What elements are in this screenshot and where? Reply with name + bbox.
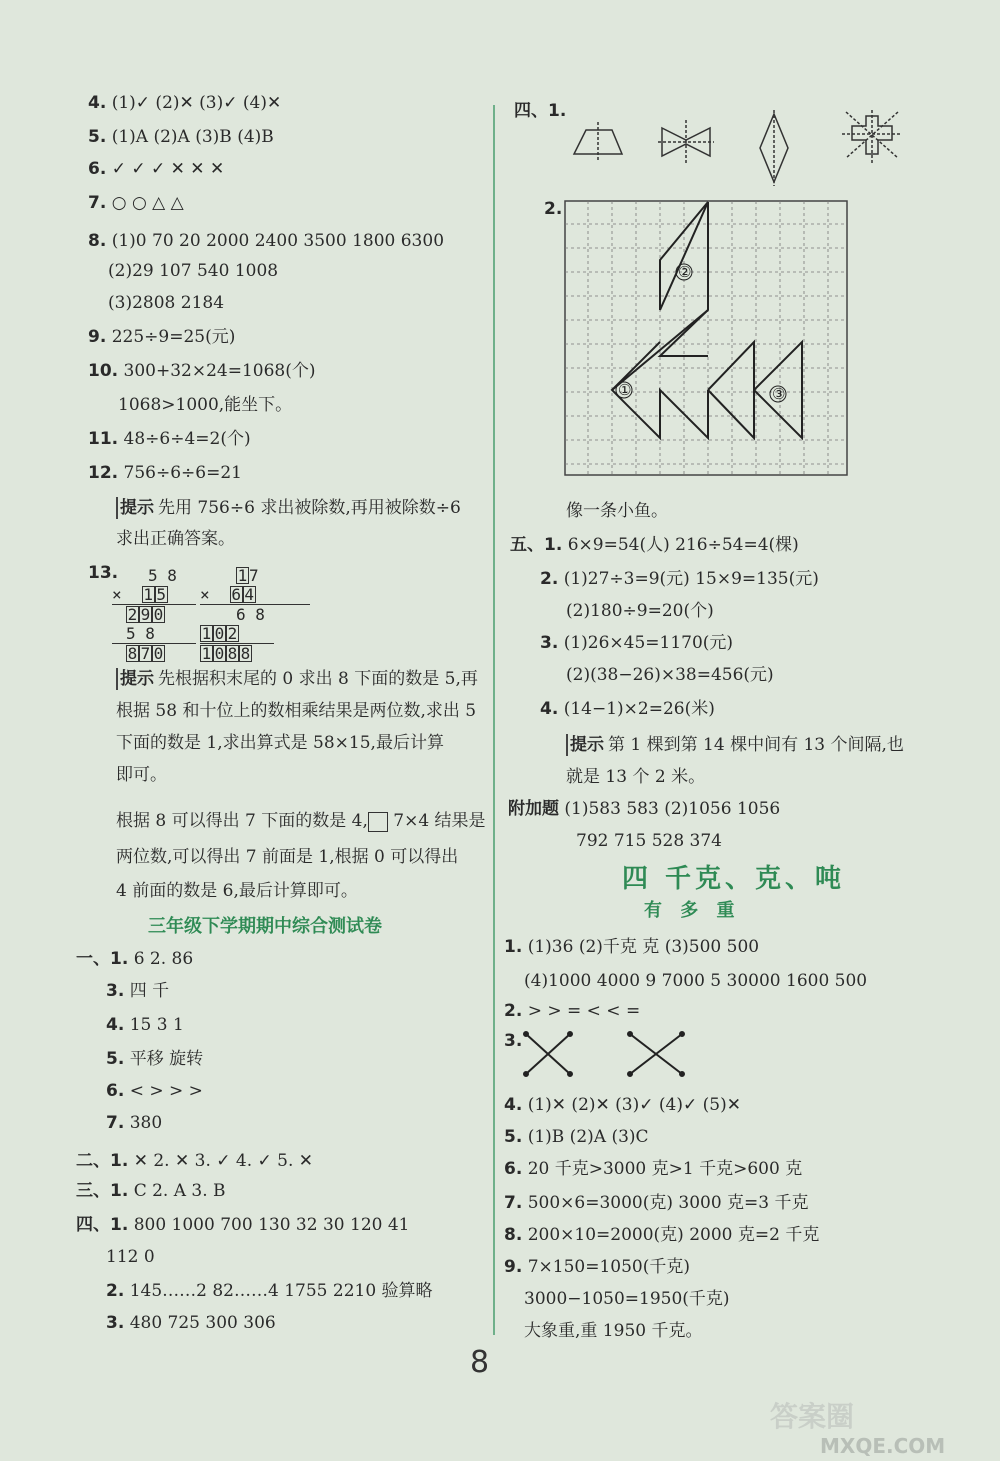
exam-line: 一、1. 6 2. 86	[76, 949, 194, 969]
answer-line: 6. ✓ ✓ ✓ ✕ ✕ ✕	[88, 159, 225, 179]
grid-label-1: ①	[618, 381, 632, 399]
answer-line: 6. 20 千克>3000 克>1 千克>600 克	[504, 1159, 803, 1179]
grid-label-2: ②	[678, 263, 692, 281]
explanation-paragraph: 根据 8 可以得出 7 下面的数是 4, 7×4 结果是	[116, 811, 486, 831]
answer-line: (4)1000 4000 9 7000 5 30000 1600 500	[524, 971, 868, 991]
answer-line: 8. (1)0 70 20 2000 2400 3500 1800 6300	[88, 231, 445, 251]
explanation-line2: 两位数,可以得出 7 前面是 1,根据 0 可以得出	[116, 847, 459, 867]
lesson-title: 有 多 重	[644, 900, 741, 921]
answer-line: (2)180÷9=20(个)	[566, 601, 714, 621]
answer-line: 2. > > = < < =	[504, 1001, 641, 1021]
exam-line: 四、1. 800 1000 700 130 32 30 120 41	[76, 1215, 410, 1235]
hint-12: 提示 先用 756÷6 求出被除数,再用被除数÷6	[116, 497, 461, 519]
answer-line: 9. 7×150=1050(千克)	[504, 1257, 690, 1277]
watermark-logo: 答案圈	[770, 1400, 855, 1433]
answer-line: 4. (1)✓ (2)✕ (3)✓ (4)✕	[88, 93, 282, 113]
hint-13: 提示 先根据积末尾的 0 求出 8 下面的数是 5,再	[116, 668, 478, 690]
hint-4: 提示 第 1 棵到第 14 棵中间有 13 个间隔,也	[566, 734, 904, 756]
exam-line: 4. 15 3 1	[106, 1015, 184, 1035]
question-13-number: 13.	[88, 563, 119, 583]
kite-figure	[760, 110, 788, 186]
grid-fish-figure	[564, 200, 850, 478]
exam-line: 5. 平移 旋转	[106, 1049, 204, 1069]
exam-line: 6. < > > >	[106, 1081, 203, 1101]
answer-line: 3000−1050=1950(千克)	[524, 1289, 730, 1309]
blank-box	[368, 812, 388, 832]
exam-line: 三、1. C 2. A 3. B	[76, 1181, 226, 1201]
answer-line: 大象重,重 1950 千克。	[524, 1321, 703, 1341]
answer-line: 10. 300+32×24=1068(个)	[88, 361, 316, 381]
answer-line: 1. (1)36 (2)千克 克 (3)500 500	[504, 937, 760, 957]
hint-tag: 提示	[116, 497, 156, 519]
fish-caption: 像一条小鱼。	[566, 501, 668, 521]
answer-line: 9. 225÷9=25(元)	[88, 327, 236, 347]
hint-12-line2: 求出正确答案。	[116, 529, 235, 549]
answer-line: 8. 200×10=2000(克) 2000 克=2 千克	[504, 1225, 820, 1245]
watermark-url: MXQE.COM	[820, 1434, 946, 1458]
exam-line: 3. 480 725 300 306	[106, 1313, 276, 1333]
answer-line: 12. 756÷6÷6=21	[88, 463, 242, 483]
multiplication-puzzle-1: 5 8 × 1 5 2 9 0 5 8 8 7 0	[112, 566, 196, 663]
hint-13-line3: 下面的数是 1,求出算式是 58×15,最后计算	[116, 733, 444, 753]
answer-line: 11. 48÷6÷4=2(个)	[88, 429, 251, 449]
hint-tag: 提示	[116, 668, 156, 690]
exam-line: 二、1. ✕ 2. ✕ 3. ✓ 4. ✓ 5. ✕	[76, 1151, 314, 1171]
exam-line: 3. 四 千	[106, 981, 170, 1001]
answer-line: (3)2808 2184	[108, 293, 225, 313]
answer-line: 5. (1)B (2)A (3)C	[504, 1127, 649, 1147]
multiplication-puzzle-2: 1 7 × 6 4 6 8 1 0 2 1 0 8 8	[200, 566, 310, 663]
answer-line: 7. ○ ○ △ △	[88, 193, 184, 213]
hint-13-line4: 即可。	[116, 765, 167, 785]
page-number: 8	[470, 1345, 490, 1380]
bonus-line2: 792 715 528 374	[576, 831, 723, 851]
exam-line: 112 0	[106, 1247, 155, 1267]
grid-label-3: ③	[772, 385, 786, 403]
answer-line: 五、1. 6×9=54(人) 216÷54=4(棵)	[510, 535, 799, 555]
answer-line: (2)(38−26)×38=456(元)	[566, 665, 774, 685]
hint-tag: 提示	[566, 734, 606, 756]
exam-line: 7. 380	[106, 1113, 163, 1133]
answer-line: 3.	[504, 1031, 523, 1051]
answer-line: 4. (14−1)×2=26(米)	[540, 699, 715, 719]
bonus-line1: 附加题 (1)583 583 (2)1056 1056	[508, 799, 781, 819]
column-divider	[493, 105, 495, 1335]
answer-line: (2)29 107 540 1008	[108, 261, 279, 281]
answer-line: 3. (1)26×45=1170(元)	[540, 633, 734, 653]
exam-line: 2. 145……2 82……4 1755 2210 验算略	[106, 1281, 433, 1301]
hint-13-line2: 根据 58 和十位上的数相乘结果是两位数,求出 5	[116, 701, 477, 721]
trapezoid-figure	[574, 122, 622, 162]
matching-lines	[522, 1030, 702, 1080]
explanation-line3: 4 前面的数是 6,最后计算即可。	[116, 881, 358, 901]
exam-title: 三年级下学期期中综合测试卷	[148, 916, 382, 937]
answer-line: 2. (1)27÷3=9(元) 15×9=135(元)	[540, 569, 819, 589]
answer-line: 7. 500×6=3000(克) 3000 克=3 千克	[504, 1193, 809, 1213]
bowtie-figure	[658, 120, 714, 164]
symmetry-figures	[566, 110, 926, 190]
answer-line: 5. (1)A (2)A (3)B (4)B	[88, 127, 274, 147]
answer-line: 4. (1)✕ (2)✕ (3)✓ (4)✓ (5)✕	[504, 1095, 741, 1115]
cross-figure	[842, 110, 902, 164]
section-4-label: 四、1.	[514, 101, 567, 121]
hint-4-line2: 就是 13 个 2 米。	[566, 767, 706, 787]
answer-line: 1068>1000,能坐下。	[118, 395, 293, 415]
unit-title: 四 千克、克、吨	[622, 864, 846, 894]
question-2-label: 2.	[544, 199, 563, 219]
